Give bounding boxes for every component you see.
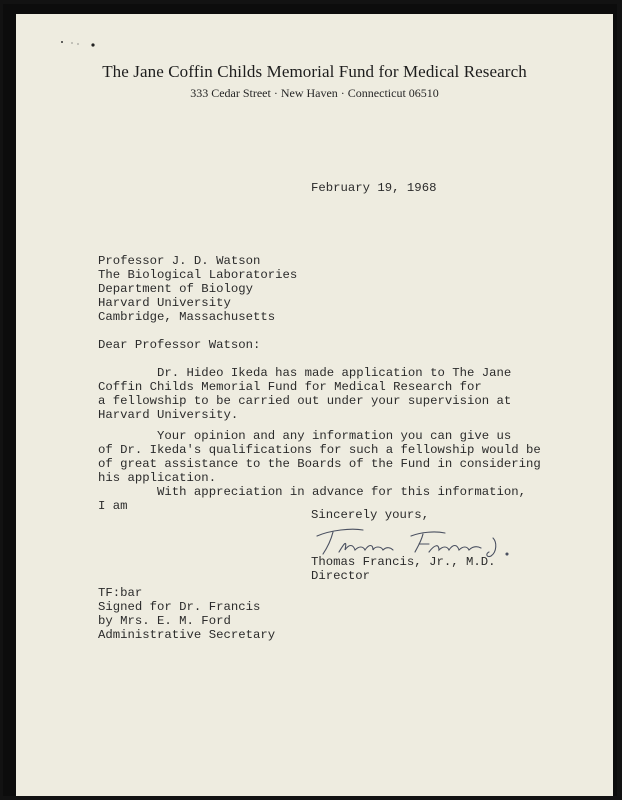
recipient-line: The Biological Laboratories [98,268,298,282]
ink-specks [60,40,100,50]
body-paragraph-2: Your opinion and any information you can give us of Dr. Ikeda's qualifications for such a fellowship would be of great assistance to the Boards of the Fund in considering his application. [98,429,541,485]
letterhead-title: The Jane Coffin Childs Memorial Fund for Medical Research [102,62,527,81]
typist-initials: TF:bar [98,586,143,600]
footer-line: by Mrs. E. M. Ford [98,614,231,628]
salutation: Dear Professor Watson: [98,338,261,352]
recipient-line: Department of Biology [98,282,253,296]
letterhead-address: 333 Cedar Street · New Haven · Connecticut 06510 [190,86,439,100]
signer-name: Thomas Francis, Jr., M.D. [311,555,496,569]
letter-page [16,14,613,796]
valediction: Sincerely yours, [311,508,430,522]
letter-date: February 19, 1968 [311,181,437,195]
page-frame [3,4,617,796]
signer-title: Director [311,569,371,583]
recipient-line: Harvard University [98,296,231,310]
footer-line: Administrative Secretary [98,628,276,642]
body-paragraph-3: With appreciation in advance for this information, I am [98,485,527,513]
recipient-line: Cambridge, Massachusetts [98,310,276,324]
footer-line: Signed for Dr. Francis [98,600,261,614]
body-paragraph-1: Dr. Hideo Ikeda has made application to The Jane Coffin Childs Memorial Fund for Medical Research for a fellowship to be carried out under your supervision at Harvard University. [98,366,512,422]
recipient-name: Professor J. D. Watson [98,254,261,268]
